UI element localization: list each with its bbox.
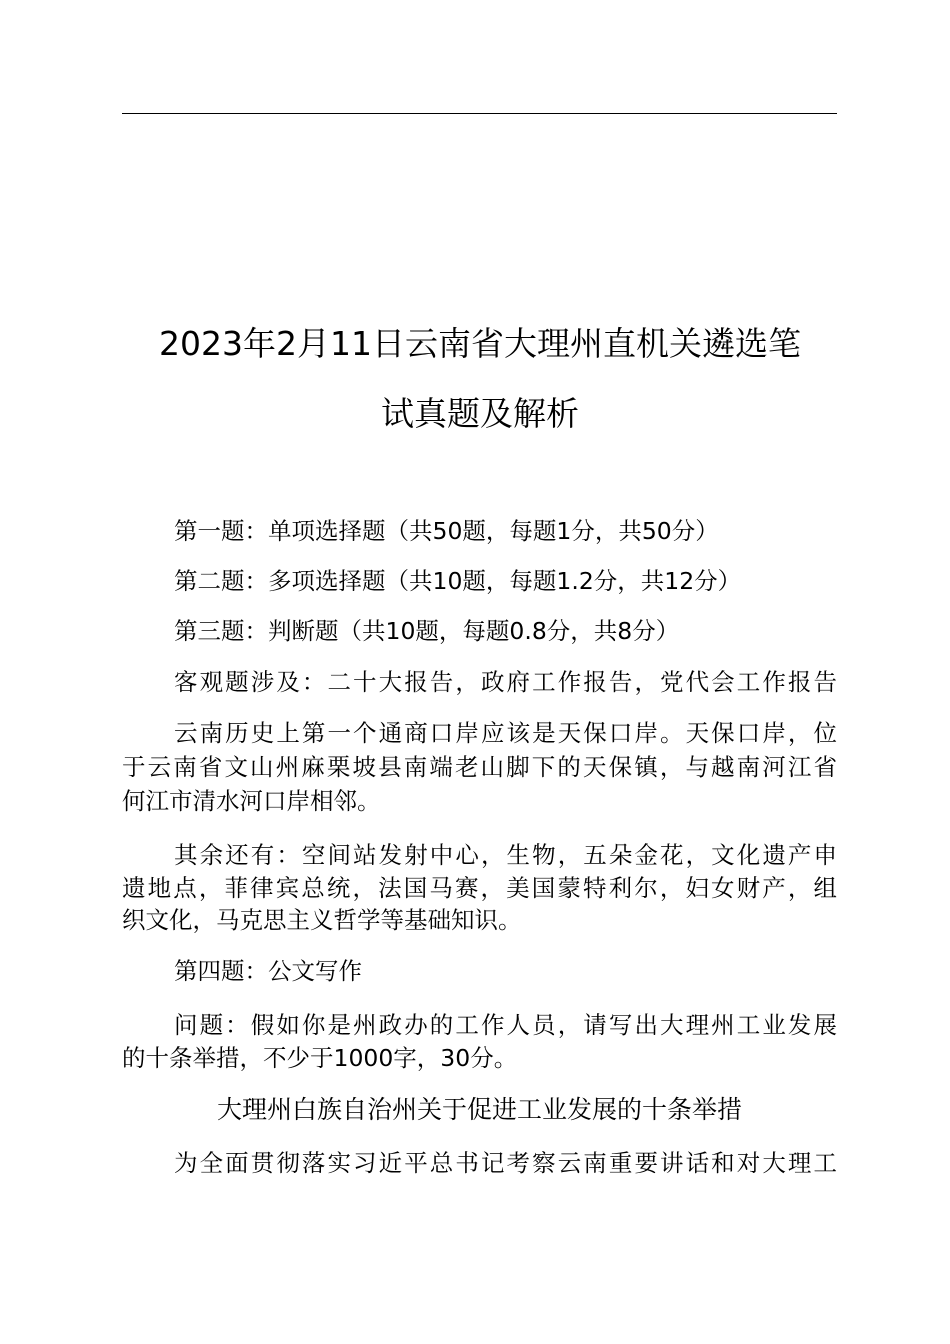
- paragraph-other-line-1: 其余还有：空间站发射中心，生物，五朵金花，文化遗产申: [174, 841, 837, 869]
- paragraph-other-line-3: 织文化，马克思主义哲学等基础知识。: [122, 906, 522, 934]
- writing-prompt-line-1: 问题：假如你是州政办的工作人员，请写出大理州工业发展: [174, 1011, 837, 1039]
- question-1-summary: 第一题：单项选择题（共50题，每题1分，共50分）: [174, 517, 719, 545]
- header-rule: [122, 113, 837, 114]
- question-2-summary: 第二题：多项选择题（共10题，每题1.2分，共12分）: [174, 567, 742, 595]
- document-title-line-2: 试真题及解析: [381, 394, 579, 433]
- writing-prompt-line-2: 的十条举措，不少于1000字，30分。: [122, 1044, 518, 1072]
- essay-body-line-1: 为全面贯彻落实习近平总书记考察云南重要讲话和对大理工: [174, 1149, 837, 1177]
- document-title-line-1: 2023年2月11日云南省大理州直机关遴选笔: [159, 324, 801, 363]
- essay-heading: 大理州白族自治州关于促进工业发展的十条举措: [216, 1095, 742, 1124]
- paragraph-port-line-2: 于云南省文山州麻栗坡县南端老山脚下的天保镇，与越南河江省: [122, 753, 837, 781]
- paragraph-other-line-2: 遗地点，菲律宾总统，法国马赛，美国蒙特利尔，妇女财产，组: [122, 874, 837, 902]
- paragraph-port-line-1: 云南历史上第一个通商口岸应该是天保口岸。天保口岸，位: [174, 719, 837, 747]
- objective-topics: 客观题涉及：二十大报告，政府工作报告，党代会工作报告: [174, 668, 837, 696]
- question-3-summary: 第三题：判断题（共10题，每题0.8分，共8分）: [174, 617, 680, 645]
- paragraph-port-line-3: 何江市清水河口岸相邻。: [122, 787, 381, 815]
- question-4-summary: 第四题：公文写作: [174, 957, 362, 985]
